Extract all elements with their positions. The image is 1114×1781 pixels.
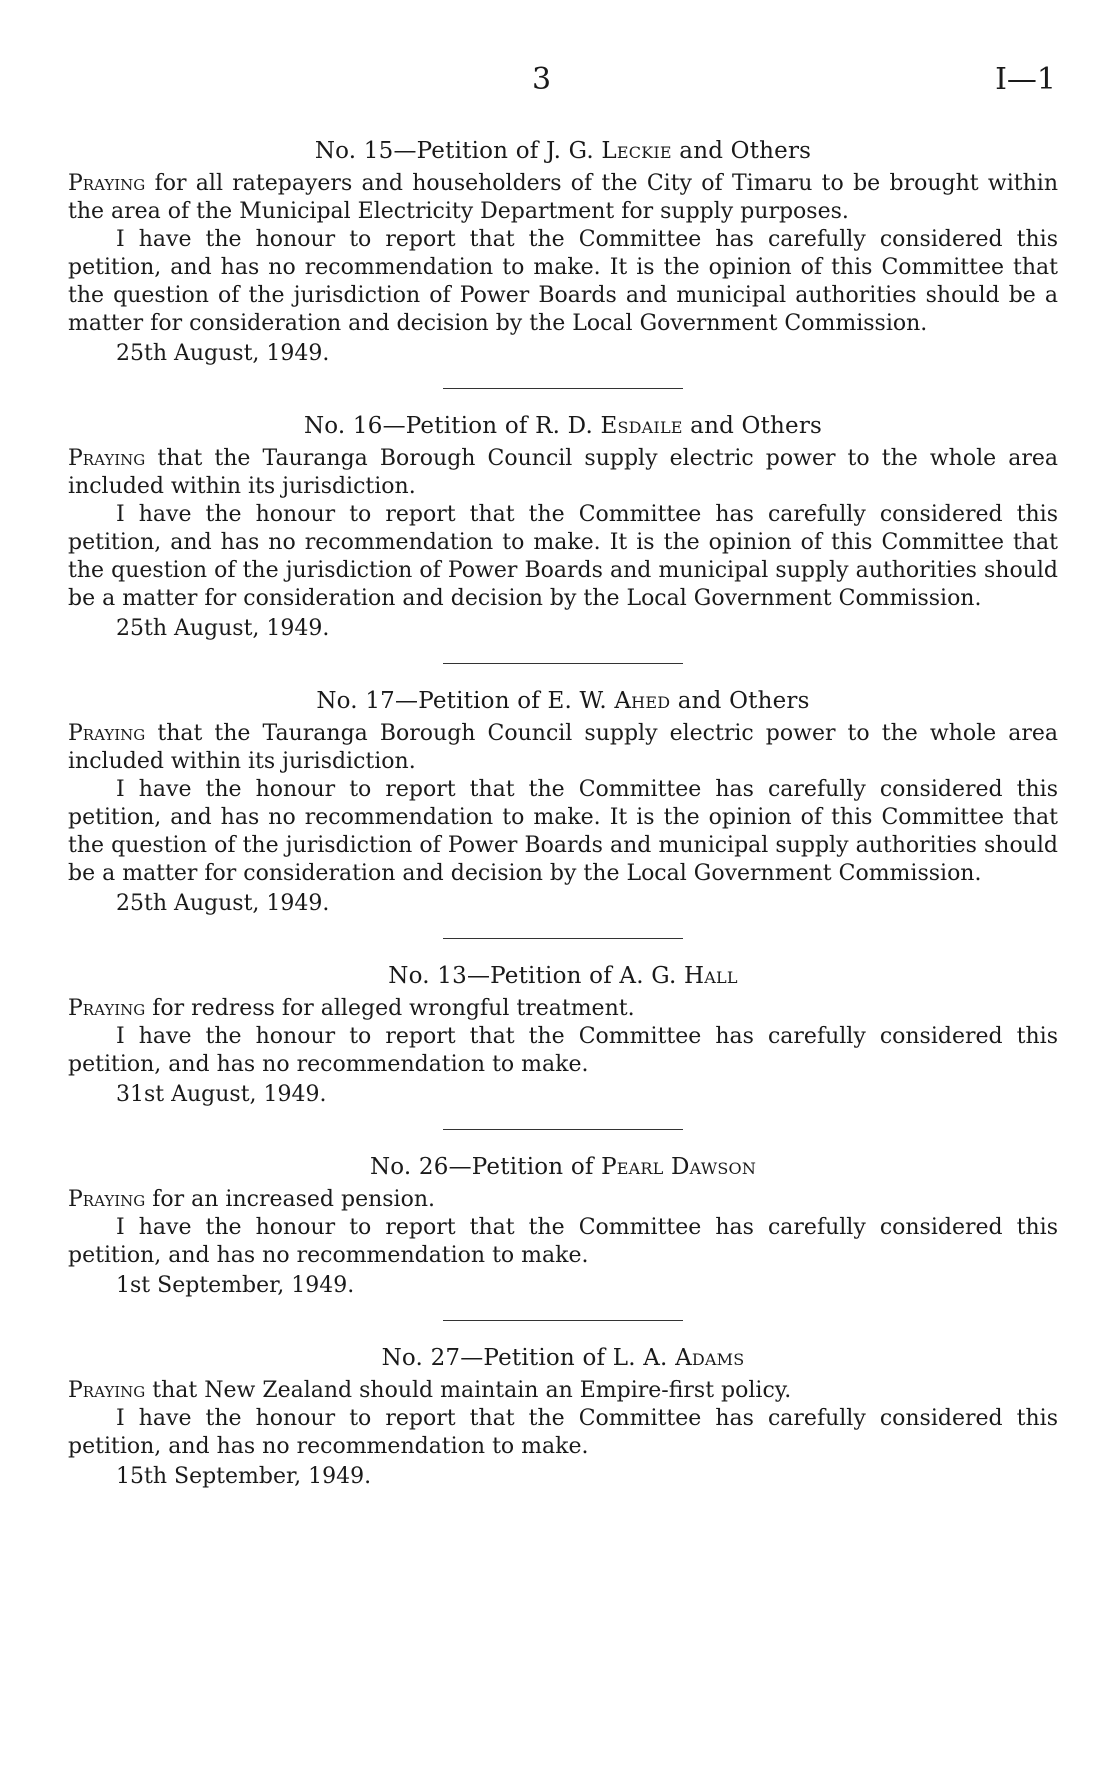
report-date: 15th September, 1949. bbox=[116, 1464, 372, 1489]
praying-text: that the Tauranga Borough Council supply electric power to the whole area included within its jurisdiction. bbox=[68, 721, 1058, 774]
report-paragraph: I have the honour to report that the Committee has carefully considered this petition, and has no recommendation to make. It is the opinion of this Committee that the question of the jurisdiction of Power Boards and municipal supply authorities should be a matter for consideration and decision by the Local Government Commission. bbox=[68, 502, 1058, 611]
petition-entry bbox=[68, 961, 1058, 1109]
praying-lead: Praying bbox=[68, 1187, 146, 1212]
praying-text: for redress for alleged wrongful treatment. bbox=[145, 996, 635, 1021]
praying-paragraph bbox=[68, 720, 1058, 776]
praying-lead: Praying bbox=[68, 721, 146, 746]
report-date: 25th August, 1949. bbox=[116, 616, 330, 641]
petition-title bbox=[68, 1343, 1058, 1373]
petition-entry bbox=[68, 1152, 1058, 1300]
petition-entry bbox=[68, 1343, 1058, 1491]
section-divider bbox=[443, 1320, 683, 1321]
section-divider bbox=[443, 388, 683, 389]
petition-entry bbox=[68, 136, 1058, 368]
page-number: 3 bbox=[532, 62, 552, 97]
section-divider bbox=[443, 663, 683, 664]
praying-text: for an increased pension. bbox=[145, 1187, 436, 1212]
petition-entry bbox=[68, 411, 1058, 643]
petitioner-name: Pearl Dawson bbox=[601, 1154, 757, 1180]
report-paragraph: I have the honour to report that the Committee has carefully considered this petition, and has no recommendation to make. It is the opinion of this Committee that the question of the jurisdiction of Power Boards and municipal supply authorities should be a matter for consideration and decision by the Local Government Commission. bbox=[68, 777, 1058, 886]
title-suffix: and Others bbox=[682, 413, 823, 439]
petition-title bbox=[68, 961, 1058, 991]
praying-paragraph bbox=[68, 445, 1058, 501]
report-paragraph: I have the honour to report that the Committee has carefully considered this petition, and has no recommendation to make. bbox=[68, 1024, 1058, 1077]
petitioner-name: Adams bbox=[675, 1345, 745, 1371]
report-date: 31st August, 1949. bbox=[116, 1082, 327, 1107]
praying-paragraph bbox=[68, 170, 1058, 226]
praying-paragraph bbox=[68, 1377, 1058, 1405]
petitioner-name: Ahed bbox=[614, 688, 671, 714]
petitioner-name: Hall bbox=[684, 963, 738, 989]
report-paragraph: I have the honour to report that the Committee has carefully considered this petition, and has no recommendation to make. It is the opinion of this Committee that the question of the jurisdiction of Power Boards and municipal authorities should be a matter for consideration and decision by the Local Government Commission. bbox=[68, 227, 1058, 336]
section-divider bbox=[443, 1129, 683, 1130]
petitions-list bbox=[68, 136, 1058, 1491]
title-prefix: No. 16—Petition of R. D. bbox=[303, 413, 601, 439]
petitioner-name: Esdaile bbox=[600, 413, 683, 439]
report-paragraph: I have the honour to report that the Committee has carefully considered this petition, and has no recommendation to make. bbox=[68, 1406, 1058, 1459]
paper-reference: I—1 bbox=[995, 62, 1056, 97]
praying-lead: Praying bbox=[68, 1378, 146, 1403]
title-prefix: No. 26—Petition of bbox=[369, 1154, 602, 1180]
praying-lead: Praying bbox=[68, 446, 146, 471]
petition-title bbox=[68, 686, 1058, 716]
report-paragraph: I have the honour to report that the Committee has carefully considered this petition, and has no recommendation to make. bbox=[68, 1215, 1058, 1268]
petition-title bbox=[68, 411, 1058, 441]
praying-text: for all ratepayers and householders of the City of Timaru to be brought within the area of the Municipal Electricity Department for supply purposes. bbox=[68, 171, 1058, 224]
title-prefix: No. 17—Petition of E. W. bbox=[316, 688, 615, 714]
report-date: 1st September, 1949. bbox=[116, 1273, 355, 1298]
report-date: 25th August, 1949. bbox=[116, 891, 330, 916]
petitioner-name: Leckie bbox=[601, 138, 672, 164]
praying-lead: Praying bbox=[68, 996, 146, 1021]
praying-paragraph bbox=[68, 995, 1058, 1023]
praying-text: that the Tauranga Borough Council supply electric power to the whole area included within its jurisdiction. bbox=[68, 446, 1058, 499]
praying-lead: Praying bbox=[68, 171, 146, 196]
praying-paragraph bbox=[68, 1186, 1058, 1214]
petition-entry bbox=[68, 686, 1058, 918]
petition-title bbox=[68, 1152, 1058, 1182]
title-suffix: and Others bbox=[671, 138, 812, 164]
praying-text: that New Zealand should maintain an Empire-first policy. bbox=[145, 1378, 792, 1403]
title-suffix: and Others bbox=[670, 688, 810, 714]
petition-title bbox=[68, 136, 1058, 166]
report-date: 25th August, 1949. bbox=[116, 341, 330, 366]
title-prefix: No. 15—Petition of J. G. bbox=[314, 138, 602, 164]
title-prefix: No. 27—Petition of L. A. bbox=[381, 1345, 676, 1371]
section-divider bbox=[443, 938, 683, 939]
title-prefix: No. 13—Petition of A. G. bbox=[388, 963, 685, 989]
page-header bbox=[0, 62, 1114, 102]
